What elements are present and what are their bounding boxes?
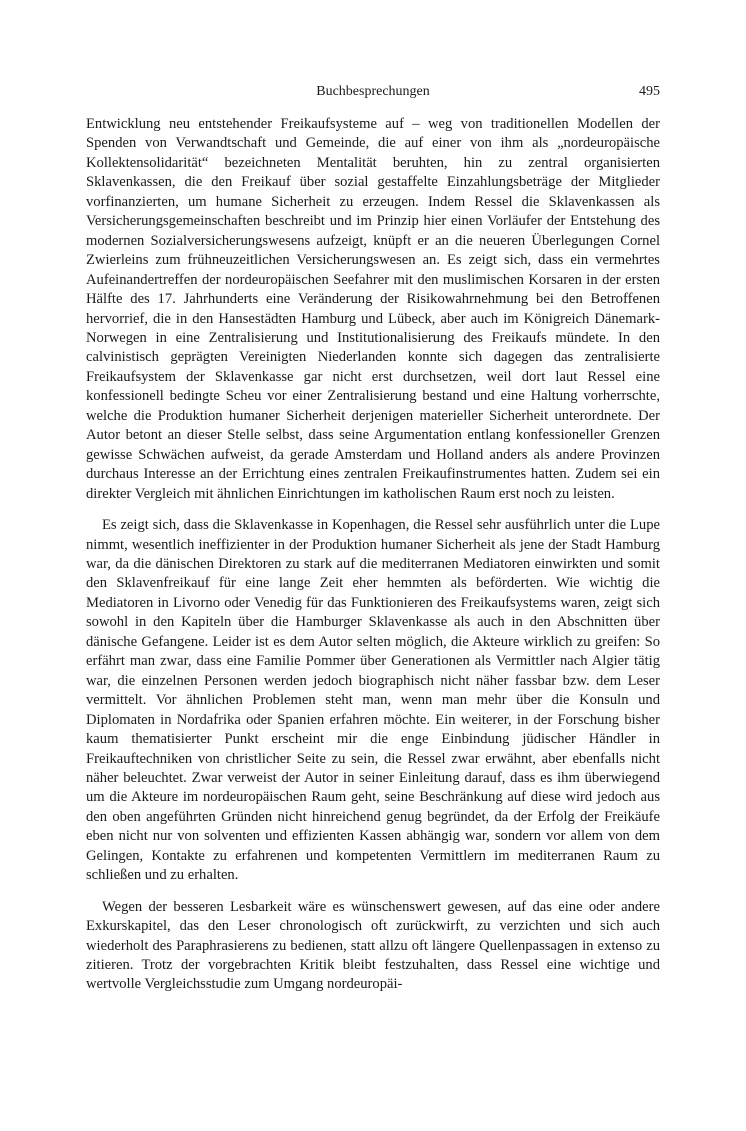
page-number: 495: [639, 84, 660, 99]
running-title: Buchbesprechungen: [316, 84, 430, 99]
document-page: [86, 0, 660, 1131]
paragraph-3: Wegen der besseren Lesbarkeit wäre es wünschenswert gewesen, auf das eine oder andere Exkurskapitel, das den Leser chronologisch oft zurückwirft, zu verzichten und sich auch wiederholt des Paraphrasierens zu bedienen, statt allzu oft längere Quellenpassagen in extenso zu zitieren. Trotz der vorgebrachten Kritik bleibt festzuhalten, dass Ressel eine wichtige und wertvolle Vergleichsstudie zum Umgang nordeuropäi-: [86, 898, 660, 993]
body-text: [86, 115, 660, 995]
paragraph-1: Entwicklung neu entstehender Freikaufsysteme auf – weg von traditionellen Modellen der Spenden von Verwandtschaft und Gemeinde, die auf einer von ihm als „nordeuropäische Kollektensolidarität“ bezeichneten Mentalität beruhten, hin zu zentral organisierten Sklavenkassen, die den Freikauf über sozial gestaffelte Einzahlungsbeträge der Mitglieder vorfinanzierten, um humane Sicherheit zu erzeugen. Indem Ressel die Sklavenkassen als Versicherungsgemeinschaften beschreibt und im Prinzip hier einen Vorläufer der Entstehung des modernen Sozialversicherungswesens aufzeigt, knüpft er an die neueren Überlegungen Cornel Zwierleins zum frühneuzeitlichen Versicherungswesen an. Es zeigt sich, dass ein vermehrtes Aufeinandertreffen der nordeuropäischen Seefahrer mit den muslimischen Korsaren in der ersten Hälfte des 17. Jahrhunderts eine Veränderung der Risikowahrnehmung bei den Betroffenen hervorrief, die in den Hansestädten Hamburg und Lübeck, aber auch im Königreich Dänemark-Norwegen in eine Zentralisierung und Institutionalisierung des Freikaufs mündete. In den calvinistisch geprägten Vereinigten Niederlanden konnte sich dagegen das zentralisierte Freikaufsystem der Sklavenkasse gar nicht erst durchsetzen, weil dort laut Ressel eine konfessionell bedingte Scheu vor einer Zentralisierung bestand und eine Haltung vorherrschte, welche die Produktion humaner Sicherheit derjenigen materieller Sicherheit unterordnete. Der Autor betont an dieser Stelle selbst, dass seine Argumentation entlang konfessioneller Grenzen gewisse Schwächen aufweist, da gerade Amsterdam und Holland anders als andere Provinzen durchaus Interesse an der Errichtung eines zentralen Freikaufinstrumentes hatten. Zudem sei ein direkter Vergleich mit ähnlichen Einrichtungen im katholischen Raum erst noch zu leisten.: [86, 116, 660, 502]
paragraph-2: Es zeigt sich, dass die Sklavenkasse in Kopenhagen, die Ressel sehr ausführlich unter die Lupe nimmt, wesentlich ineffizienter in der Produktion humaner Sicherheit als jene der Stadt Hamburg war, da die dänischen Direktoren zu stark auf die mediterranen Mediatoren einwirkten und somit den Sklavenfreikauf für eine lange Zeit eher hemmten als beförderten. Wie wichtig die Mediatoren in Livorno oder Venedig für das Funktionieren des Freikaufsystems waren, zeigt sich sowohl in den Kapiteln über die Hamburger Sklavenkasse als auch in den Abschnitten über dänische Gefangene. Leider ist es dem Autor selten möglich, die Akteure wirklich zu greifen: So erfährt man zwar, dass eine Familie Pommer über Generationen als Vermittler nach Algier tätig war, die einzelnen Personen werden jedoch biographisch nicht näher fassbar bzw. dem Leser vermittelt. Vor ähnlichen Problemen steht man, wenn man mehr über die Konsuln und Diplomaten in Nordafrika oder Spanien erfahren möchte. Ein weiterer, in der Forschung bisher kaum thematisierter Punkt erscheint mir die enge Einbindung jüdischer Händler in Freikauftechniken von christlicher Seite zu sein, die Ressel zwar erwähnt, aber ebenfalls nicht näher beleuchtet. Zwar verweist der Autor in seiner Einleitung darauf, dass es ihm überwiegend um die Akteure im nordeuropäischen Raum geht, seine Beschränkung auf diese wird jedoch aus den oben angeführten Gründen nicht hinreichend genug begründet, da der Erfolg der Freikäufe eben nicht nur von solventen und effizienten Kassen abhängig war, sondern vor allem von dem Gelingen, Kontakte zu erfahrenen und kompetenten Vermittlern im mediterranen Raum zu schließen und zu erhalten.: [86, 517, 660, 884]
running-header: [86, 82, 660, 102]
